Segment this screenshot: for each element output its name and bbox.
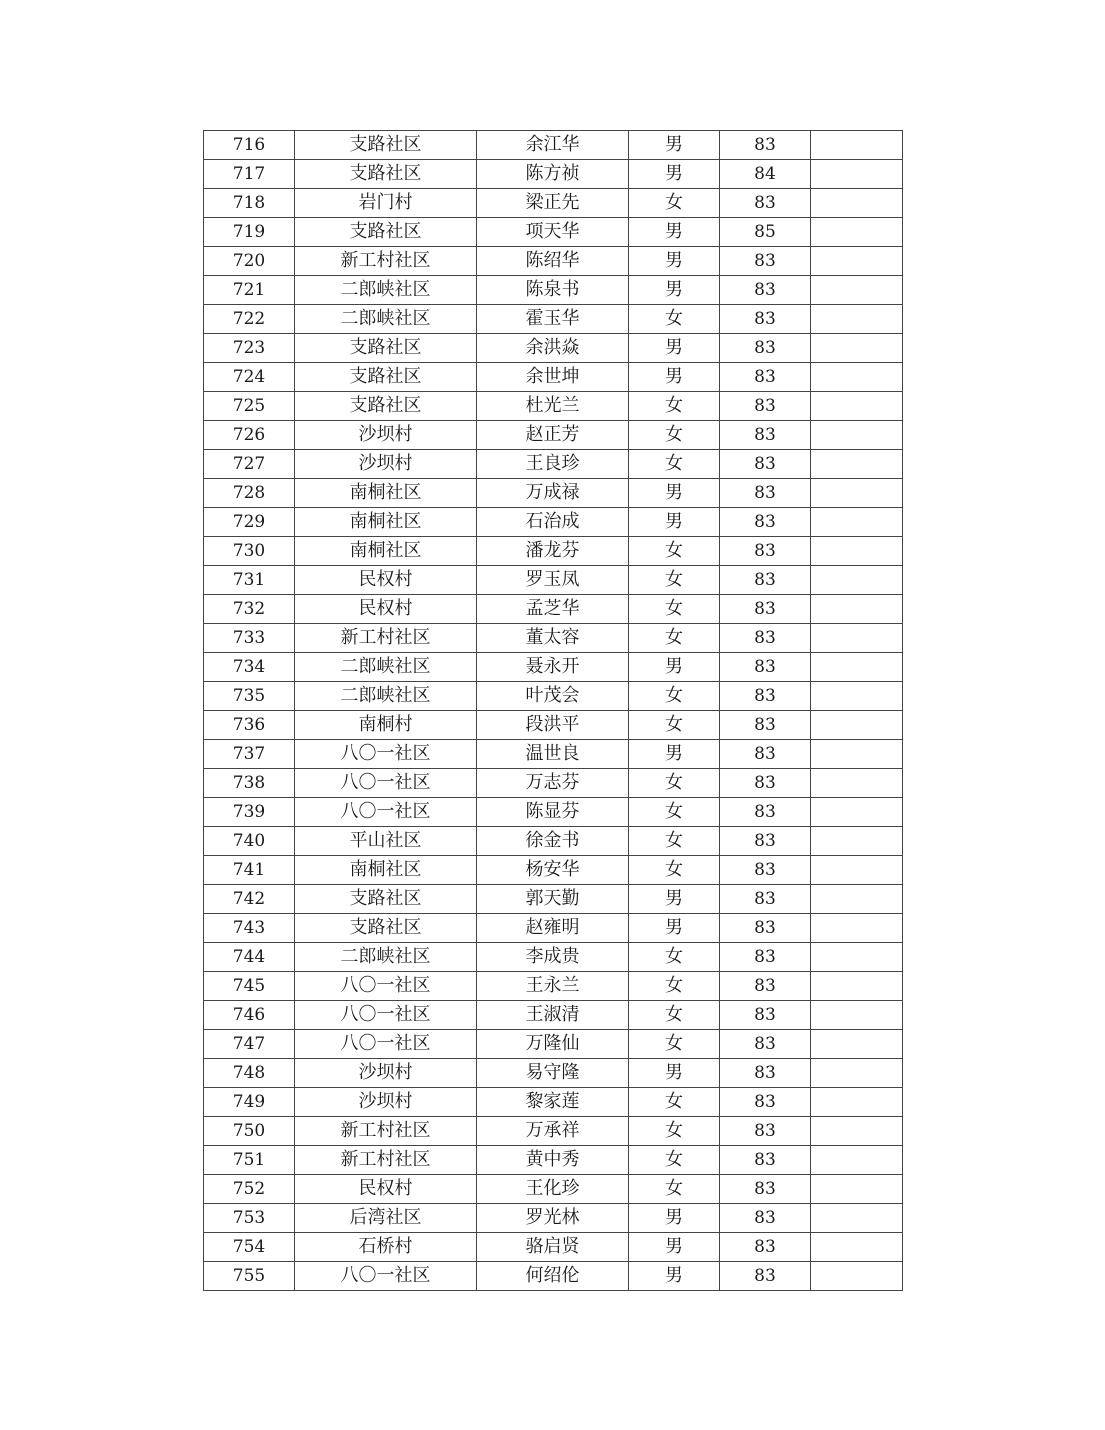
community-cell: 石桥村 [295,1233,477,1262]
note-cell [811,827,903,856]
table-row [204,1233,903,1262]
name-cell: 项天华 [477,218,629,247]
name-cell: 霍玉华 [477,305,629,334]
table-row [204,131,903,160]
table-row [204,450,903,479]
table-row [204,972,903,1001]
table-row [204,1001,903,1030]
serial-number-cell: 723 [204,334,295,363]
table-row [204,363,903,392]
table-row [204,1117,903,1146]
roster-table-body [204,131,903,1291]
age-cell: 83 [720,537,811,566]
community-cell: 支路社区 [295,160,477,189]
age-cell: 83 [720,566,811,595]
name-cell: 易守隆 [477,1059,629,1088]
gender-cell: 女 [629,856,720,885]
name-cell: 聂永开 [477,653,629,682]
note-cell [811,189,903,218]
gender-cell: 男 [629,160,720,189]
table-row [204,537,903,566]
serial-number-cell: 747 [204,1030,295,1059]
serial-number-cell: 721 [204,276,295,305]
name-cell: 骆启贤 [477,1233,629,1262]
community-cell: 八〇一社区 [295,1030,477,1059]
community-cell: 沙坝村 [295,1059,477,1088]
age-cell: 83 [720,276,811,305]
gender-cell: 男 [629,885,720,914]
serial-number-cell: 731 [204,566,295,595]
serial-number-cell: 729 [204,508,295,537]
table-row [204,479,903,508]
note-cell [811,914,903,943]
age-cell: 83 [720,711,811,740]
serial-number-cell: 740 [204,827,295,856]
name-cell: 梁正先 [477,189,629,218]
note-cell [811,943,903,972]
note-cell [811,769,903,798]
name-cell: 陈绍华 [477,247,629,276]
age-cell: 83 [720,972,811,1001]
serial-number-cell: 753 [204,1204,295,1233]
age-cell: 83 [720,1117,811,1146]
gender-cell: 男 [629,1233,720,1262]
note-cell [811,798,903,827]
community-cell: 八〇一社区 [295,769,477,798]
age-cell: 83 [720,682,811,711]
community-cell: 民权村 [295,1175,477,1204]
table-row [204,1030,903,1059]
serial-number-cell: 727 [204,450,295,479]
age-cell: 83 [720,1204,811,1233]
table-row [204,1088,903,1117]
serial-number-cell: 735 [204,682,295,711]
name-cell: 李成贵 [477,943,629,972]
name-cell: 万承祥 [477,1117,629,1146]
community-cell: 八〇一社区 [295,972,477,1001]
table-row [204,1059,903,1088]
community-cell: 新工村社区 [295,1117,477,1146]
serial-number-cell: 736 [204,711,295,740]
age-cell: 83 [720,856,811,885]
name-cell: 段洪平 [477,711,629,740]
age-cell: 83 [720,1262,811,1291]
community-cell: 后湾社区 [295,1204,477,1233]
serial-number-cell: 728 [204,479,295,508]
serial-number-cell: 754 [204,1233,295,1262]
community-cell: 民权村 [295,595,477,624]
gender-cell: 女 [629,711,720,740]
gender-cell: 女 [629,595,720,624]
table-row [204,392,903,421]
note-cell [811,218,903,247]
name-cell: 何绍伦 [477,1262,629,1291]
serial-number-cell: 739 [204,798,295,827]
gender-cell: 男 [629,653,720,682]
note-cell [811,1059,903,1088]
note-cell [811,421,903,450]
gender-cell: 男 [629,334,720,363]
serial-number-cell: 719 [204,218,295,247]
age-cell: 83 [720,943,811,972]
serial-number-cell: 751 [204,1146,295,1175]
serial-number-cell: 755 [204,1262,295,1291]
table-row [204,566,903,595]
note-cell [811,334,903,363]
community-cell: 二郎峡社区 [295,943,477,972]
name-cell: 王永兰 [477,972,629,1001]
age-cell: 83 [720,653,811,682]
name-cell: 陈泉书 [477,276,629,305]
age-cell: 83 [720,1088,811,1117]
age-cell: 83 [720,305,811,334]
serial-number-cell: 734 [204,653,295,682]
community-cell: 八〇一社区 [295,1262,477,1291]
gender-cell: 男 [629,218,720,247]
note-cell [811,276,903,305]
serial-number-cell: 718 [204,189,295,218]
note-cell [811,624,903,653]
name-cell: 杜光兰 [477,392,629,421]
gender-cell: 男 [629,247,720,276]
gender-cell: 女 [629,305,720,334]
table-row [204,682,903,711]
gender-cell: 女 [629,392,720,421]
gender-cell: 女 [629,566,720,595]
serial-number-cell: 732 [204,595,295,624]
community-cell: 八〇一社区 [295,1001,477,1030]
gender-cell: 女 [629,1001,720,1030]
gender-cell: 男 [629,508,720,537]
table-row [204,1204,903,1233]
name-cell: 赵雍明 [477,914,629,943]
community-cell: 岩门村 [295,189,477,218]
community-cell: 支路社区 [295,334,477,363]
table-row [204,595,903,624]
gender-cell: 女 [629,189,720,218]
gender-cell: 男 [629,363,720,392]
table-row [204,421,903,450]
table-row [204,856,903,885]
age-cell: 83 [720,740,811,769]
note-cell [811,1204,903,1233]
gender-cell: 男 [629,1059,720,1088]
community-cell: 支路社区 [295,914,477,943]
roster-table [203,130,903,1291]
name-cell: 万隆仙 [477,1030,629,1059]
note-cell [811,131,903,160]
note-cell [811,305,903,334]
table-row [204,885,903,914]
serial-number-cell: 741 [204,856,295,885]
community-cell: 支路社区 [295,885,477,914]
gender-cell: 女 [629,972,720,1001]
community-cell: 平山社区 [295,827,477,856]
note-cell [811,160,903,189]
name-cell: 王淑清 [477,1001,629,1030]
note-cell [811,1175,903,1204]
name-cell: 余世坤 [477,363,629,392]
age-cell: 83 [720,421,811,450]
table-row [204,189,903,218]
community-cell: 二郎峡社区 [295,276,477,305]
age-cell: 84 [720,160,811,189]
community-cell: 支路社区 [295,363,477,392]
note-cell [811,392,903,421]
age-cell: 83 [720,1001,811,1030]
community-cell: 二郎峡社区 [295,682,477,711]
gender-cell: 女 [629,682,720,711]
table-row [204,276,903,305]
table-row [204,914,903,943]
gender-cell: 男 [629,1262,720,1291]
age-cell: 83 [720,508,811,537]
note-cell [811,1088,903,1117]
name-cell: 万志芬 [477,769,629,798]
note-cell [811,247,903,276]
gender-cell: 女 [629,943,720,972]
gender-cell: 女 [629,450,720,479]
name-cell: 罗光林 [477,1204,629,1233]
gender-cell: 女 [629,1117,720,1146]
age-cell: 83 [720,769,811,798]
age-cell: 83 [720,450,811,479]
gender-cell: 女 [629,827,720,856]
name-cell: 石治成 [477,508,629,537]
table-row [204,798,903,827]
note-cell [811,1233,903,1262]
note-cell [811,1146,903,1175]
community-cell: 新工村社区 [295,247,477,276]
table-row [204,711,903,740]
note-cell [811,682,903,711]
serial-number-cell: 726 [204,421,295,450]
gender-cell: 男 [629,131,720,160]
table-row [204,218,903,247]
community-cell: 二郎峡社区 [295,653,477,682]
age-cell: 83 [720,1233,811,1262]
age-cell: 83 [720,798,811,827]
note-cell [811,450,903,479]
community-cell: 沙坝村 [295,1088,477,1117]
table-row [204,247,903,276]
community-cell: 八〇一社区 [295,740,477,769]
table-row [204,769,903,798]
table-row [204,508,903,537]
gender-cell: 男 [629,276,720,305]
note-cell [811,363,903,392]
age-cell: 85 [720,218,811,247]
community-cell: 沙坝村 [295,450,477,479]
community-cell: 南桐社区 [295,508,477,537]
name-cell: 陈方祯 [477,160,629,189]
name-cell: 孟芝华 [477,595,629,624]
serial-number-cell: 750 [204,1117,295,1146]
name-cell: 温世良 [477,740,629,769]
serial-number-cell: 716 [204,131,295,160]
age-cell: 83 [720,624,811,653]
note-cell [811,856,903,885]
serial-number-cell: 743 [204,914,295,943]
gender-cell: 女 [629,1146,720,1175]
community-cell: 南桐社区 [295,856,477,885]
age-cell: 83 [720,1059,811,1088]
serial-number-cell: 745 [204,972,295,1001]
community-cell: 新工村社区 [295,624,477,653]
table-row [204,334,903,363]
name-cell: 万成禄 [477,479,629,508]
note-cell [811,1001,903,1030]
gender-cell: 女 [629,798,720,827]
age-cell: 83 [720,334,811,363]
name-cell: 郭天勤 [477,885,629,914]
serial-number-cell: 742 [204,885,295,914]
table-row [204,943,903,972]
community-cell: 沙坝村 [295,421,477,450]
community-cell: 支路社区 [295,218,477,247]
gender-cell: 女 [629,1088,720,1117]
age-cell: 83 [720,131,811,160]
name-cell: 黄中秀 [477,1146,629,1175]
gender-cell: 女 [629,1175,720,1204]
age-cell: 83 [720,827,811,856]
note-cell [811,711,903,740]
table-row [204,827,903,856]
name-cell: 杨安华 [477,856,629,885]
table-row [204,653,903,682]
community-cell: 南桐村 [295,711,477,740]
serial-number-cell: 717 [204,160,295,189]
serial-number-cell: 733 [204,624,295,653]
note-cell [811,479,903,508]
name-cell: 王化珍 [477,1175,629,1204]
note-cell [811,972,903,1001]
age-cell: 83 [720,247,811,276]
community-cell: 南桐社区 [295,479,477,508]
serial-number-cell: 746 [204,1001,295,1030]
age-cell: 83 [720,914,811,943]
age-cell: 83 [720,1030,811,1059]
serial-number-cell: 720 [204,247,295,276]
community-cell: 新工村社区 [295,1146,477,1175]
age-cell: 83 [720,595,811,624]
name-cell: 罗玉凤 [477,566,629,595]
table-row [204,1175,903,1204]
note-cell [811,537,903,566]
community-cell: 民权村 [295,566,477,595]
age-cell: 83 [720,392,811,421]
gender-cell: 女 [629,537,720,566]
table-row [204,740,903,769]
table-row [204,305,903,334]
age-cell: 83 [720,363,811,392]
serial-number-cell: 730 [204,537,295,566]
note-cell [811,508,903,537]
serial-number-cell: 738 [204,769,295,798]
gender-cell: 女 [629,1030,720,1059]
note-cell [811,653,903,682]
note-cell [811,885,903,914]
gender-cell: 男 [629,740,720,769]
serial-number-cell: 725 [204,392,295,421]
note-cell [811,566,903,595]
name-cell: 董太容 [477,624,629,653]
serial-number-cell: 724 [204,363,295,392]
community-cell: 南桐社区 [295,537,477,566]
community-cell: 二郎峡社区 [295,305,477,334]
community-cell: 八〇一社区 [295,798,477,827]
note-cell [811,595,903,624]
name-cell: 潘龙芬 [477,537,629,566]
name-cell: 徐金书 [477,827,629,856]
name-cell: 余洪焱 [477,334,629,363]
serial-number-cell: 748 [204,1059,295,1088]
serial-number-cell: 749 [204,1088,295,1117]
gender-cell: 女 [629,624,720,653]
serial-number-cell: 744 [204,943,295,972]
gender-cell: 女 [629,421,720,450]
name-cell: 赵正芳 [477,421,629,450]
community-cell: 支路社区 [295,131,477,160]
table-row [204,160,903,189]
age-cell: 83 [720,189,811,218]
table-row [204,1146,903,1175]
age-cell: 83 [720,1175,811,1204]
age-cell: 83 [720,885,811,914]
serial-number-cell: 752 [204,1175,295,1204]
age-cell: 83 [720,1146,811,1175]
note-cell [811,740,903,769]
note-cell [811,1030,903,1059]
serial-number-cell: 737 [204,740,295,769]
name-cell: 王良珍 [477,450,629,479]
gender-cell: 男 [629,1204,720,1233]
table-row [204,1262,903,1291]
name-cell: 叶茂会 [477,682,629,711]
name-cell: 余江华 [477,131,629,160]
note-cell [811,1262,903,1291]
age-cell: 83 [720,479,811,508]
note-cell [811,1117,903,1146]
name-cell: 陈显芬 [477,798,629,827]
table-row [204,624,903,653]
gender-cell: 男 [629,479,720,508]
gender-cell: 男 [629,914,720,943]
serial-number-cell: 722 [204,305,295,334]
gender-cell: 女 [629,769,720,798]
community-cell: 支路社区 [295,392,477,421]
name-cell: 黎家莲 [477,1088,629,1117]
